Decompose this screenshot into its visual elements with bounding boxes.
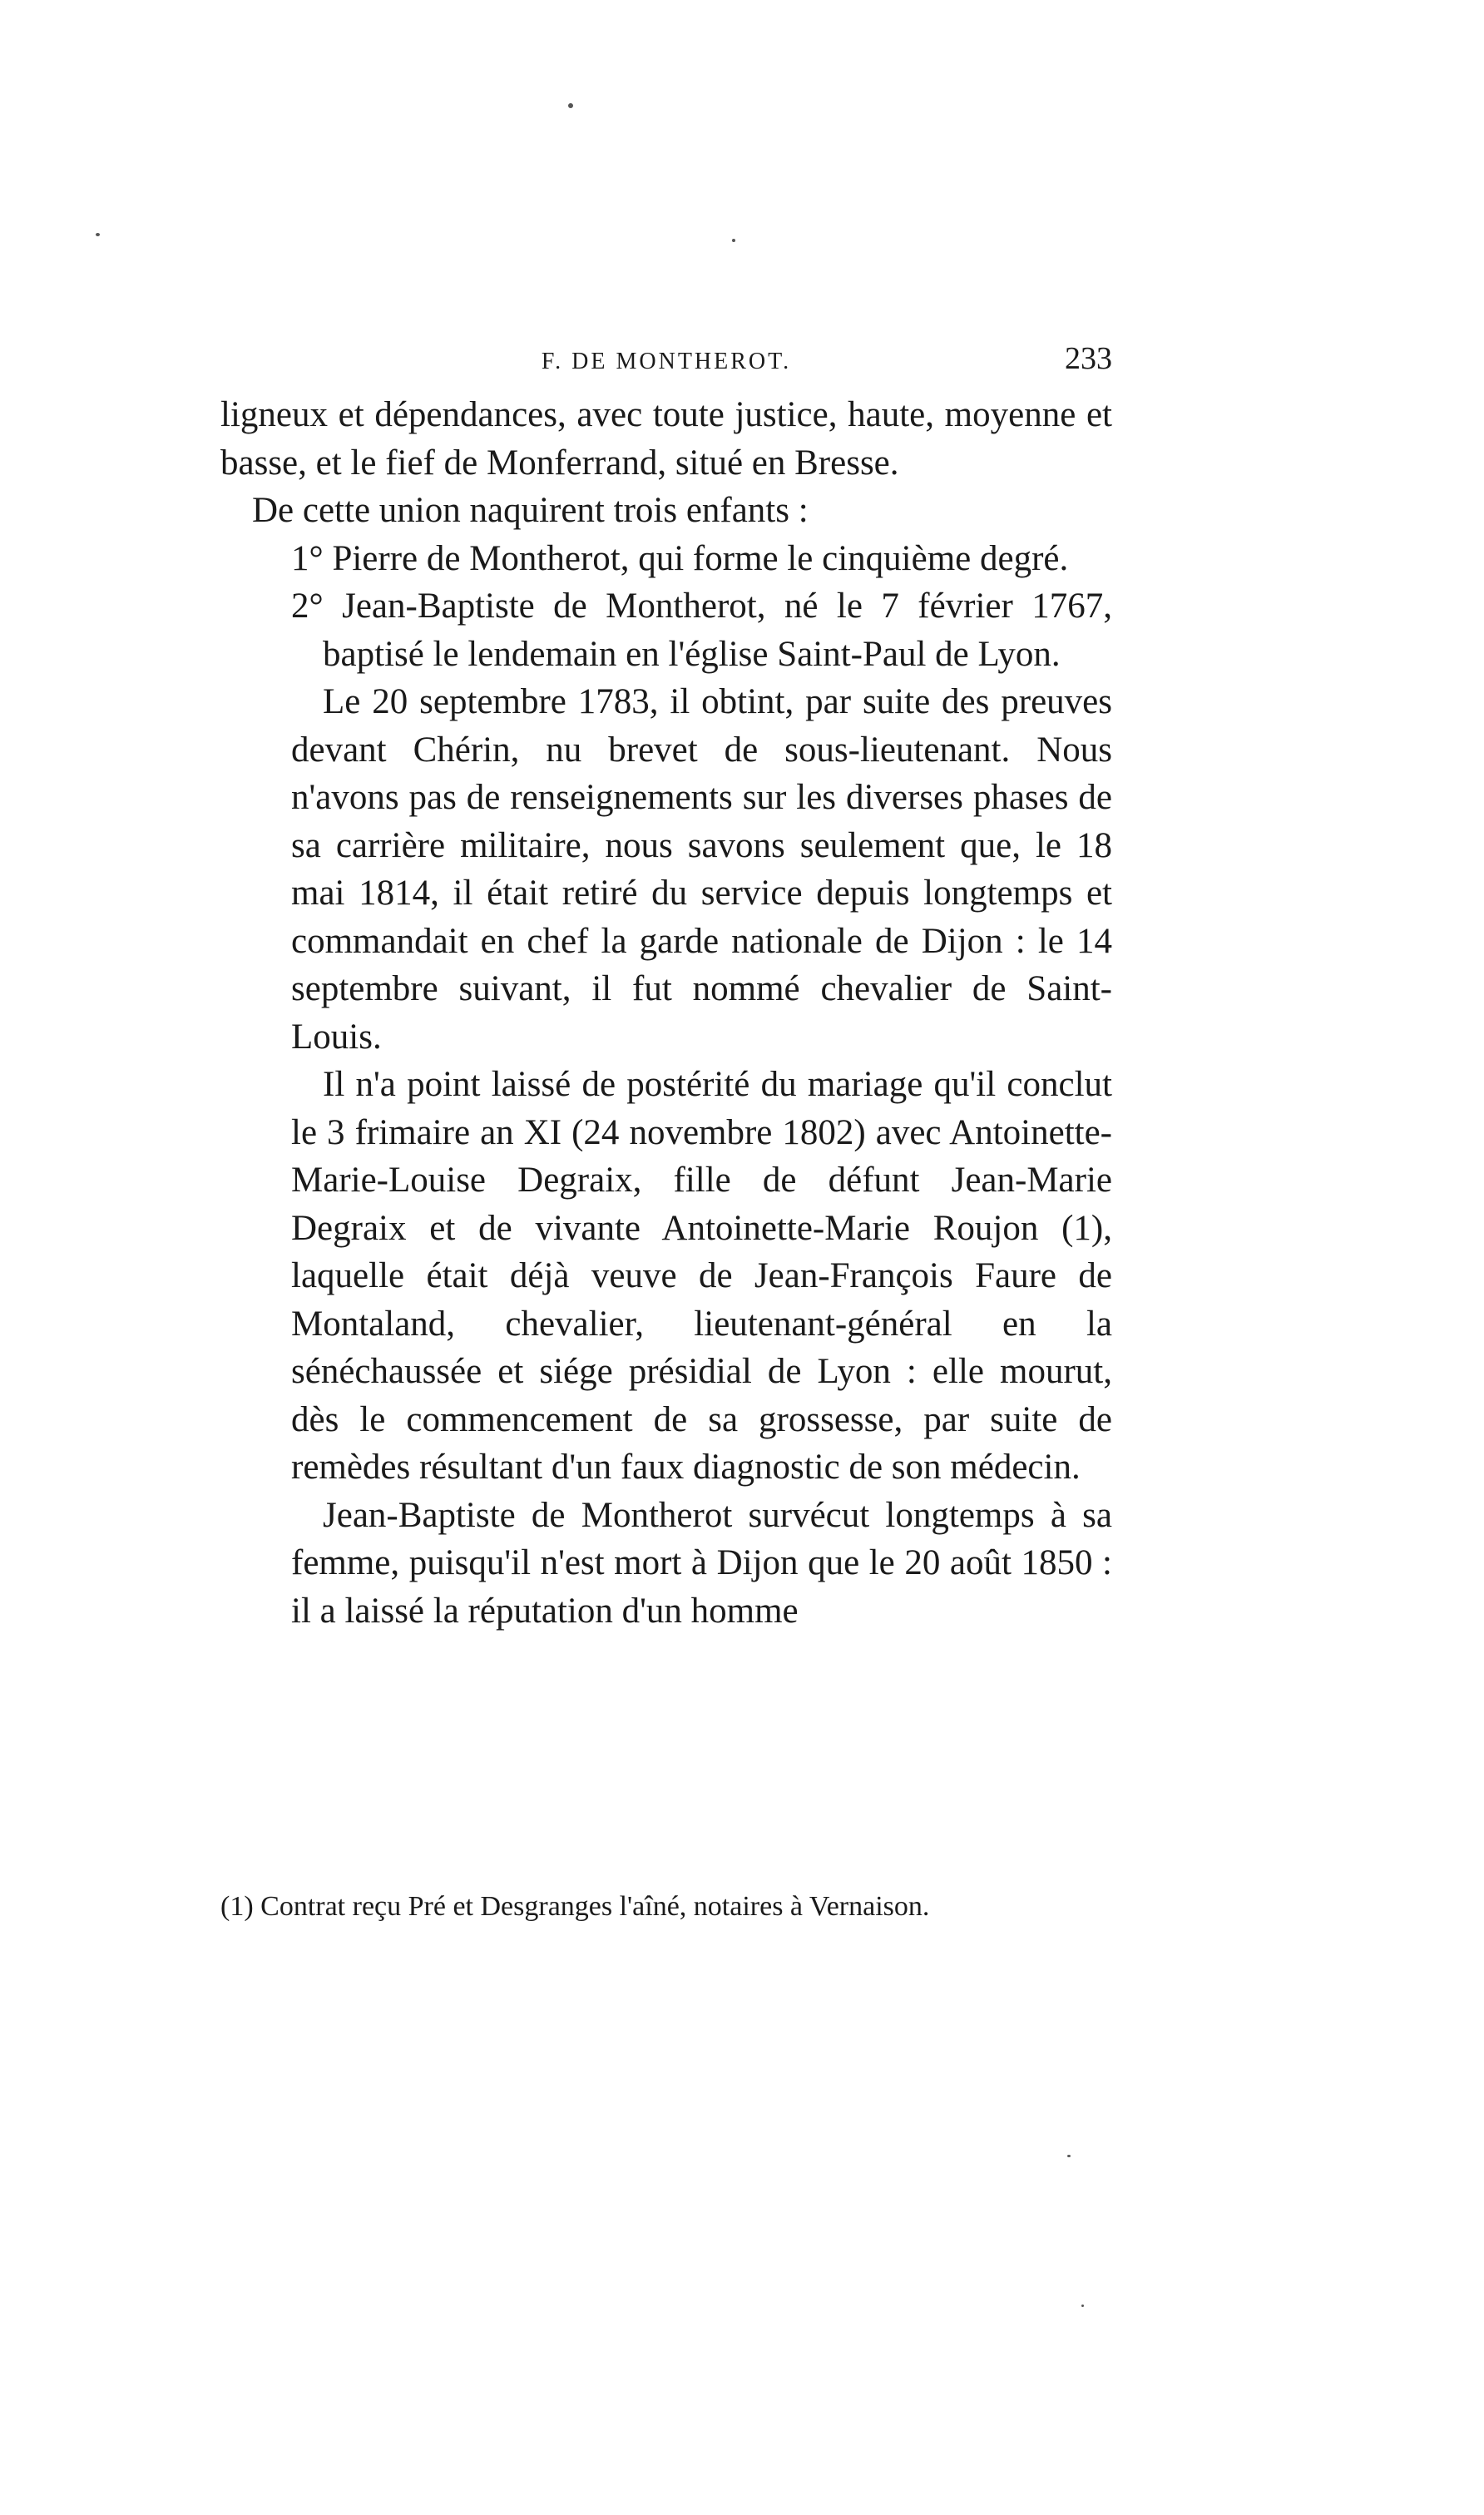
body-text (220, 391, 1112, 1635)
paragraph: Le 20 septembre 1783, il obtint, par suite des preuves devant Chérin, nu brevet de sous-lieutenant. Nous n'avons pas de renseignements sur les diverses phases de sa carrière militaire, nous savons seulement que, le 18 mai 1814, il était retiré du service depuis longtemps et commandait en chef la garde nationale de Dijon : le 14 septembre suivant, il fut nommé chevalier de Saint-Louis. (291, 682, 1112, 1057)
paragraph: ligneux et dépendances, avec toute justice, haute, moyenne et basse, et le fief de Monferrand, situé en Bresse. (220, 395, 1112, 483)
page-number: 233 (1065, 341, 1112, 376)
list-item: 2° Jean-Baptiste de Montherot, né le 7 février 1767, baptisé le lendemain en l'église Saint-Paul de Lyon. (291, 587, 1112, 674)
footnote: (1) Contrat reçu Pré et Desgranges l'aîné, notaires à Vernaison. (220, 1891, 930, 1922)
page-header (220, 337, 1112, 379)
paragraph: Il n'a point laissé de postérité du mariage qu'il conclut le 3 frimaire an XI (24 novembre 1802) avec Antoinette-Marie-Louise Degraix, fille de défunt Jean-Marie Degraix et de vivante Antoinette-Marie Roujon (1), laquelle était déjà veuve de Jean-François Faure de Montaland, chevalier, lieutenant-général en la sénéchaussée et siége présidial de Lyon : elle mourut, dès le commencement de sa grossesse, par suite de remèdes résultant d'un faux diagnostic de son médecin. (291, 1065, 1112, 1487)
list-item: 1° Pierre de Montherot, qui forme le cinquième degré. (291, 538, 1069, 578)
running-head: F. DE MONTHEROT. (541, 349, 792, 374)
paragraph: De cette union naquirent trois enfants : (252, 491, 809, 530)
paragraph: Jean-Baptiste de Montherot survécut longtemps à sa femme, puisqu'il n'est mort à Dijon que le 20 août 1850 : il a laissé la réputation d'un homme (291, 1495, 1112, 1631)
